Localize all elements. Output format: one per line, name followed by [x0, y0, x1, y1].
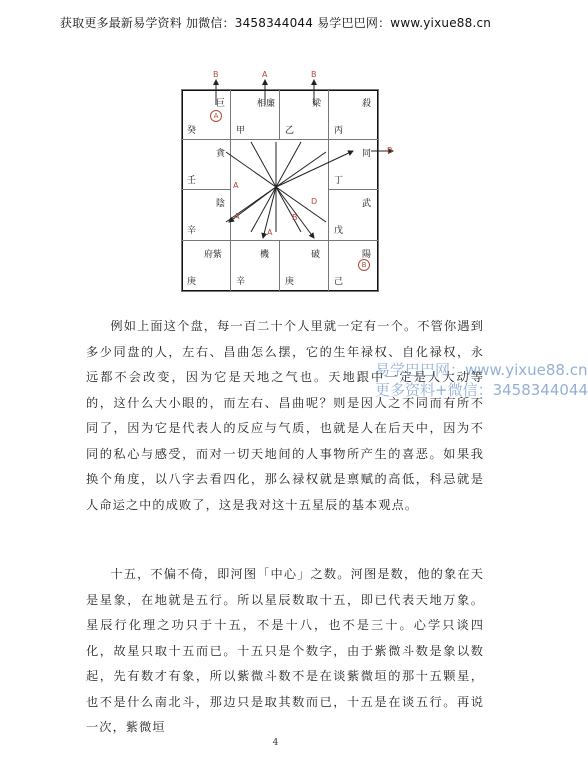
paragraph-text: 例如上面这个盘，每一百二十个人里就一定有一个。不管你遇到多少同盘的人，左右、昌曲怎么摆，它的生年禄权、自化禄权，永远都不会改变，因为它是天地之气也。天地跟中一定是人大动等的，这什么大小眼的，而左右、昌曲呢？则是因人之不同而有所不同了，因为它是代表人的反应与气质，也就是人在后天中，因为不同的私心与感受，而对一切天地间的人事物所产生的喜恶。如果我换个角度，以八字去看四化，那么禄权就是禀赋的高低，科忌就是人命运之中的成败了，这是我对这十五星辰的基本观点。: [86, 319, 484, 512]
palace-star: 貪: [216, 149, 226, 159]
palace-stem: 庚: [285, 277, 295, 287]
palace-stem: 丁: [334, 176, 344, 186]
label-top-b1: B: [213, 70, 219, 79]
palace-stem: 壬: [187, 176, 197, 186]
palace-stem: 乙: [285, 126, 295, 136]
palace-stem: 癸: [187, 126, 197, 136]
palace-stem: 戊: [334, 226, 344, 236]
page-header: 获取更多最新易学资料 加微信：3458344044 易学巴巴网：www.yixue88.cn: [59, 16, 492, 30]
palace-star: 府紫: [204, 250, 223, 260]
transformation-arrows: [181, 62, 411, 302]
label-a3: A: [267, 228, 273, 237]
label-d: D: [311, 197, 318, 206]
watermark: [375, 360, 588, 400]
palace-star: 相廉: [257, 99, 276, 109]
page-number: 4: [272, 738, 279, 748]
watermark-line: 易学巴巴网：www.yixue88.cn: [375, 361, 588, 379]
palace-star: 武: [362, 199, 372, 209]
palace-star: 梁: [312, 99, 322, 109]
palace-stem: 庚: [187, 277, 197, 287]
paragraph-2: [86, 562, 484, 741]
paragraph-text: 十五，不偏不倚，即河图「中心」之数。河图是数，他的象在天是星象，在地就是五行。所以星辰数取十五，即已代表天地万象。星辰行化理之功只于十五，不是十八，也不是三十。心学只谈四化，故星只取十五而已。十五只是个数字，由于紫微斗数是象以数起，先有数才有象，所以紫微斗数不是在谈紫微垣的那十五颗星，也不是什么南北斗，那边只是取其数而已，十五是在谈五行。再说一次，紫微垣: [86, 567, 484, 734]
palace-star: 陽: [362, 250, 372, 260]
palace-star: 殺: [362, 99, 372, 109]
palace-stem: 辛: [236, 277, 246, 287]
palace-stem: 己: [334, 277, 344, 287]
label-right-b: B: [387, 146, 393, 155]
label-b-inner: B: [292, 213, 298, 222]
palace-star: 陰: [216, 199, 226, 209]
palace-star: 同: [362, 149, 372, 159]
label-top-b2: B: [311, 70, 317, 79]
watermark-line: 更多资料+微信：3458344044: [375, 381, 588, 399]
label-top-a: A: [262, 70, 268, 79]
paragraph-1: [86, 314, 484, 518]
label-a1: A: [233, 181, 239, 190]
palace-star: 機: [260, 250, 270, 260]
palace-stem: 丙: [334, 126, 344, 136]
palace-star: 破: [311, 250, 321, 260]
circle-mark-a: A: [210, 110, 222, 122]
circle-mark-b: B: [358, 259, 370, 271]
palace-star: 巨: [216, 99, 226, 109]
palace-stem: 辛: [187, 226, 197, 236]
palace-stem: 甲: [236, 126, 246, 136]
label-a2: A: [234, 212, 240, 221]
